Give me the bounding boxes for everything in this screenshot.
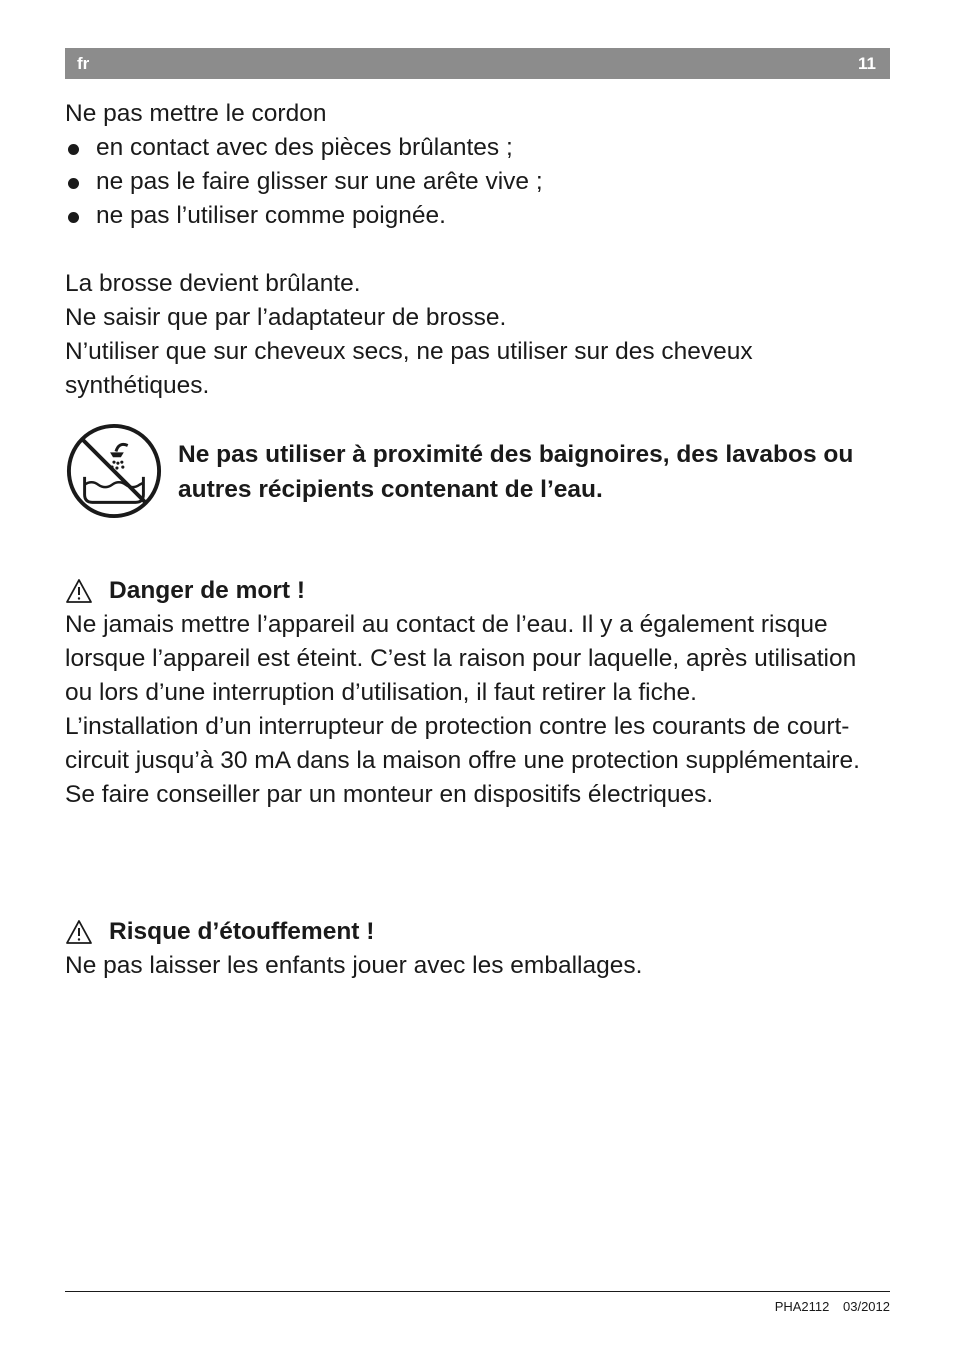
bullet-item: ne pas l’utiliser comme poignée. — [65, 199, 890, 233]
page-footer — [765, 1299, 890, 1314]
suffocation-text: Ne pas laisser les enfants jouer avec les emballages. — [65, 952, 643, 979]
danger-heading — [65, 574, 890, 608]
bullet-item: ne pas le faire glisser sur une arête vive ; — [65, 165, 890, 199]
model-number: PHA2112 — [774, 1299, 830, 1314]
cord-intro: Ne pas mettre le cordon — [65, 100, 327, 127]
suffocation-section — [65, 915, 890, 983]
brush-line: N’utiliser que sur cheveux secs, ne pas utiliser sur des cheveux synthétiques. — [65, 338, 753, 399]
brush-section — [65, 267, 855, 403]
language-code: fr — [77, 54, 90, 73]
suffocation-title: Risque d’étouffement ! — [109, 918, 375, 945]
danger-paragraph: Ne jamais mettre l’appareil au contact de l’eau. Il y a également risque lorsque l’appareil est éteint. C’est la raison pour laquelle, après utilisation ou lors d’une interruption d’utilisation, il faut retirer la fiche. — [65, 611, 857, 706]
danger-paragraph: L’installation d’un interrupteur de protection contre les courants de court-circuit jusqu’à 30 mA dans la maison offre une protection supplémentaire. Se faire conseiller par un monteur en dispositifs électriques. — [65, 713, 860, 808]
print-date: 03/2012 — [843, 1299, 890, 1314]
brush-line: Ne saisir que par l’adaptateur de brosse. — [65, 304, 507, 331]
danger-section — [65, 574, 890, 812]
no-water-bath-icon — [65, 422, 163, 520]
water-warning-text: Ne pas utiliser à proximité des baignoires, des lavabos ou autres récipients contenant de l’eau. — [178, 441, 854, 503]
cord-section — [65, 97, 890, 233]
danger-title: Danger de mort ! — [109, 577, 306, 604]
warning-triangle-icon — [65, 578, 93, 604]
bullet-item: en contact avec des pièces brûlantes ; — [65, 131, 890, 165]
warning-triangle-icon — [65, 919, 93, 945]
suffocation-heading — [65, 915, 890, 949]
footer-divider — [65, 1291, 890, 1292]
brush-line: La brosse devient brûlante. — [65, 270, 361, 297]
page-number: 11 — [858, 54, 876, 73]
page-header — [65, 48, 890, 79]
